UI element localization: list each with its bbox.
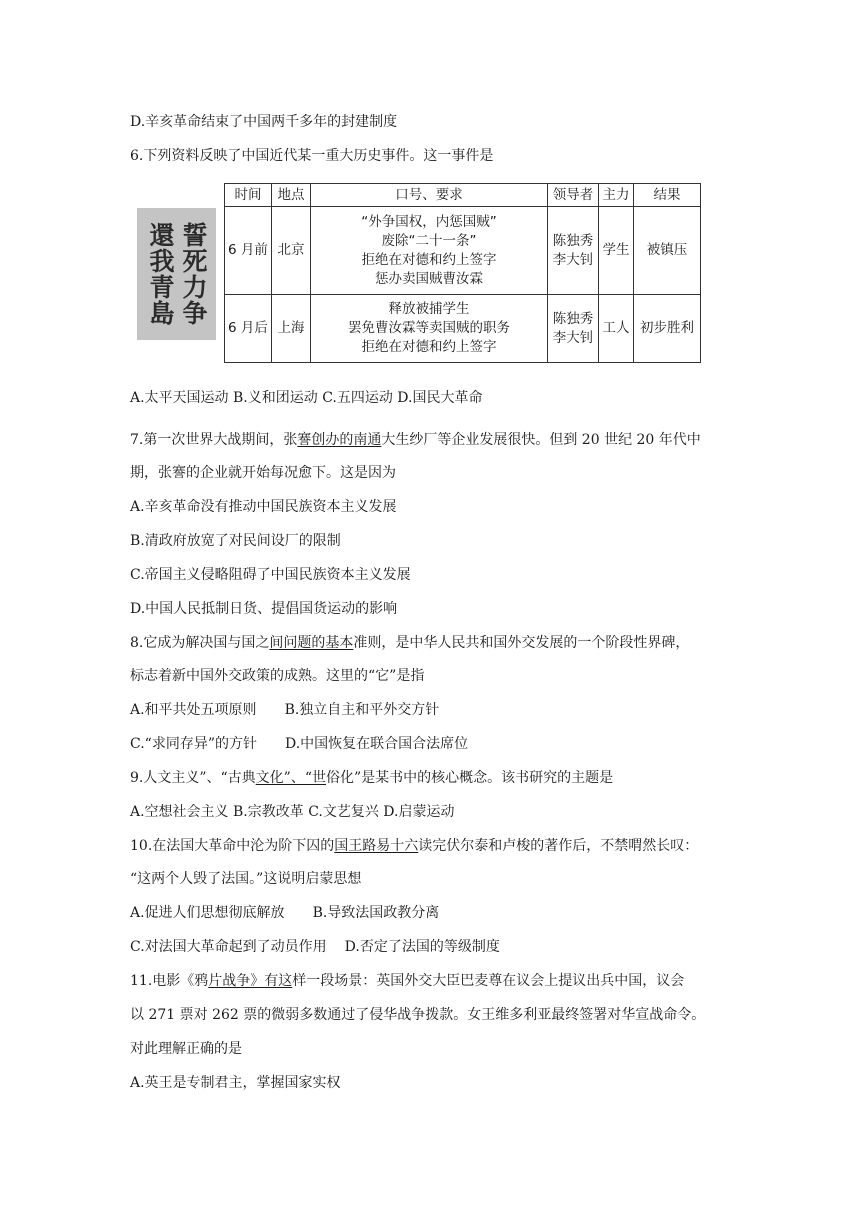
cell-time: 6 月前 xyxy=(225,207,272,295)
slogan-photo xyxy=(137,208,216,340)
question-7-option-c: C.帝国主义侵略阻碍了中国民族资本主义发展 xyxy=(130,567,411,583)
header-leaders: 领导者 xyxy=(548,184,599,207)
cell-time: 6 月后 xyxy=(225,295,272,363)
demand-line: 罢免曹汝霖等卖国贼的职务 xyxy=(348,320,510,336)
question-6-options: A.太平天国运动 B.义和团运动 C.五四运动 D.国民大革命 xyxy=(130,390,483,406)
option-d: D.否定了法国的等级制度 xyxy=(344,939,500,955)
question-8-options-ab xyxy=(130,700,439,720)
cell-leaders xyxy=(548,295,599,363)
text-run: 大生纱厂等企业发展很快。但到 20 世纪 20 年代中 xyxy=(381,432,701,448)
question-9-options: A.空想社会主义 B.宗教改革 C.文艺复兴 D.启蒙运动 xyxy=(130,804,455,820)
option-a: A.和平共处五项原则 xyxy=(130,702,257,718)
text-run: 读完伏尔泰和卢梭的著作后，不禁喟然长叹： xyxy=(418,838,699,854)
question-8-stem-line-1 xyxy=(130,633,689,653)
cell-leaders xyxy=(548,207,599,295)
question-9-stem xyxy=(130,768,613,788)
underlined-text: 文化”、“世 xyxy=(255,770,326,786)
underlined-text: 謇创办的南通 xyxy=(297,432,382,448)
question-11-stem-line-2: 以 271 票对 262 票的微弱多数通过了侵华战争拨款。女王维多利亚最终签署对华宣战命令。 xyxy=(130,1007,706,1023)
question-6-stem: 6.下列资料反映了中国近代某一重大历史事件。这一事件是 xyxy=(130,148,494,164)
header-time: 时间 xyxy=(225,184,272,207)
text-run: 7.第一次世界大战期间，张 xyxy=(130,432,298,448)
demand-line: 惩办卖国贼曹汝霖 xyxy=(375,270,483,287)
cell-place: 上海 xyxy=(272,295,311,363)
question-7-stem-line-1 xyxy=(130,430,701,450)
underlined-text: 国王路易十六 xyxy=(334,838,419,854)
demand-line: 拒绝在对德和约上签字 xyxy=(361,339,497,355)
question-11-stem-line-3: 对此理解正确的是 xyxy=(130,1041,242,1057)
question-10-options-cd xyxy=(130,937,500,957)
slogan-column-1: 誓死力争 xyxy=(179,222,208,326)
demand-line: 拒绝在对德和约上签字 xyxy=(361,251,497,268)
cell-result: 初步胜利 xyxy=(634,295,701,363)
underlined-text: 片战争》有这 xyxy=(208,973,293,989)
question-7-option-d: D.中国人民抵制日货、提倡国货运动的影响 xyxy=(130,601,398,617)
table-header-row xyxy=(225,184,701,207)
option-c: C.对法国大革命起到了动员作用 xyxy=(130,939,327,955)
question-11-option-a: A.英王是专制君主，掌握国家实权 xyxy=(130,1075,341,1091)
question-10-stem-line-1 xyxy=(130,836,698,856)
demand-line: “外争国权，内惩国贼” xyxy=(361,213,497,230)
header-place: 地点 xyxy=(272,184,311,207)
text-run: 准则，是中华人民共和国外交发展的一个阶段性界碑， xyxy=(353,635,690,651)
header-result: 结果 xyxy=(634,184,701,207)
table-row xyxy=(225,207,701,295)
table-row xyxy=(225,295,701,363)
slogan-column-2: 還我青島 xyxy=(146,222,175,326)
text-run: 9.人文主义”、“古典 xyxy=(130,770,256,786)
question-5-option-d: D.辛亥革命结束了中国两千多年的封建制度 xyxy=(130,114,398,130)
text-run: 8.它成为解决国与国之 xyxy=(130,635,270,651)
question-7-stem-line-2: 期，张謇的企业就开始每况愈下。这是因为 xyxy=(130,465,396,481)
cell-force: 学生 xyxy=(599,207,634,295)
option-d: D.中国恢复在联合国合法席位 xyxy=(284,736,469,752)
option-a: A.促进人们思想彻底解放 xyxy=(130,905,285,921)
event-table xyxy=(224,183,701,363)
text-run: 11.电影《鸦 xyxy=(130,973,209,989)
header-force: 主力 xyxy=(599,184,634,207)
leader-name: 陈独秀 xyxy=(552,232,594,249)
demand-line: 释放被捕学生 xyxy=(388,301,470,317)
underlined-text: 间问题的基本 xyxy=(269,635,354,651)
leader-name: 李大钊 xyxy=(552,251,594,268)
cell-demands xyxy=(311,207,548,295)
demand-line: 废除“二十一条” xyxy=(381,232,477,249)
option-c: C.“求同存异”的方针 xyxy=(130,736,257,752)
question-7-option-a: A.辛亥革命没有推动中国民族资本主义发展 xyxy=(130,499,397,515)
option-b: B.独立自主和平外交方针 xyxy=(284,702,440,718)
question-8-options-cd xyxy=(130,734,468,754)
header-demands: 口号、要求 xyxy=(311,184,548,207)
cell-result: 被镇压 xyxy=(634,207,701,295)
question-7-option-b: B.清政府放宽了对民间设厂的限制 xyxy=(130,533,341,549)
text-run: 俗化”是某书中的核心概念。该书研究的主题是 xyxy=(326,770,614,786)
cell-force: 工人 xyxy=(599,295,634,363)
question-11-stem-line-1 xyxy=(130,971,684,991)
option-b: B.导致法国政教分离 xyxy=(312,905,440,921)
text-run: 样一段场景：英国外交大臣巴麦尊在议会上提议出兵中国，议会 xyxy=(292,973,685,989)
question-8-stem-line-2: 标志着新中国外交政策的成熟。这里的“它”是指 xyxy=(130,668,425,684)
text-run: 10.在法国大革命中沦为阶下囚的 xyxy=(130,838,335,854)
question-10-options-ab xyxy=(130,903,439,923)
question-10-stem-line-2: “这两个人毁了法国。”这说明启蒙思想 xyxy=(130,871,362,887)
leader-name: 李大钊 xyxy=(552,329,594,346)
leader-name: 陈独秀 xyxy=(552,310,594,327)
cell-demands xyxy=(311,295,548,363)
cell-place: 北京 xyxy=(272,207,311,295)
